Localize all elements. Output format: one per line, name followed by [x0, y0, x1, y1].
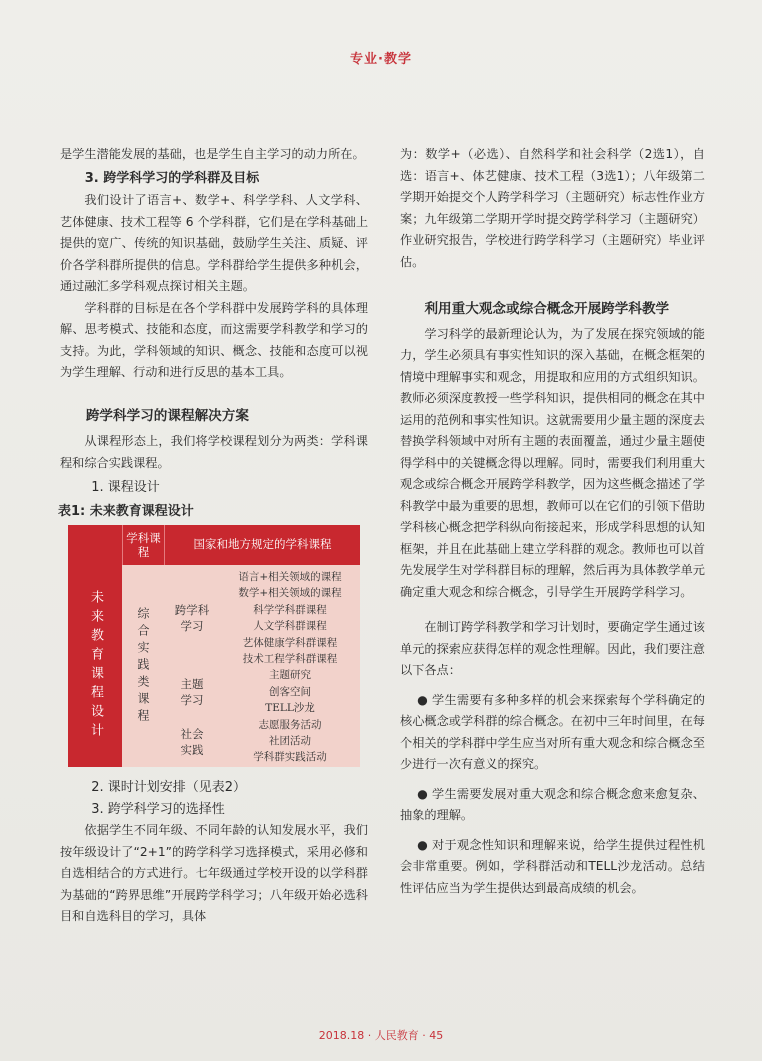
group-label: 跨学科学习	[174, 603, 210, 633]
table-item: 社团活动	[269, 734, 311, 747]
subheading-schedule: 2. 课时计划安排（见表2）	[91, 780, 246, 795]
table-item: 语言+相关领域的课程	[238, 571, 342, 583]
table-category	[122, 565, 164, 767]
bullet-item: ● 学生需要发展对重大观念和综合概念愈来愈复杂、抽象的理解。	[400, 786, 705, 822]
paragraph: 我们设计了语言+、数学+、科学学科、人文学科、艺体健康、技术工程等 6 个学科群，它们是在学科基础上提供的宽广、传统的知识基础，鼓励学生关注、质疑、评价各学科群所提供的信息。学科群给学生提供多种机会，通过融汇多学科观点探讨相关主题。	[60, 193, 369, 293]
table-group-theme	[164, 667, 220, 717]
right-column	[400, 144, 705, 899]
subheading-selectivity: 3. 跨学科学习的选择性	[91, 801, 225, 817]
table-item: 志愿服务活动	[258, 718, 322, 731]
paragraph: 学科群的目标是在各个学科群中发展跨学科的具体理解、思考模式、技能和态度，而这需要学科教学和学习的支持。为此，学科领域的知识、概念、技能和态度可以视为学生理解、行动和进行反思的基本工具。	[60, 300, 368, 379]
group-label: 主题学习	[180, 677, 204, 707]
bullet-item: ● 学生需要有多种多样的机会来探索每个学科确定的核心概念或学科群的综合概念。在初中三年时间里，在每个相关的学科群中学生应当对所有重大观念和综合概念至少进行一次有意义的探究。	[400, 692, 705, 771]
table-item: 技术工程学科群课程	[242, 652, 338, 665]
side-label-text: 未来教育课程设计	[88, 590, 103, 742]
paragraph: 在制订跨学科教学和学习计划时，要确定学生通过该单元的探索应获得怎样的观念性理解。因此，我们要注意以下各点：	[400, 620, 705, 677]
course-design-table	[68, 525, 360, 767]
continued-paragraph: 为：数学+（必选）、自然科学和社会科学（2选1），自选：语言+、体艺健康、技术工程（3选1）；八年级第二学期开始提交个人跨学科学习（主题研究）标志性作业方案；九年级第二学期开学时提交跨学科学习（主题研究）作业研究报告，学校进行跨学科学习（主题研究）毕业评估。	[400, 147, 705, 269]
group-label: 社会实践	[180, 727, 204, 757]
table-group-social	[164, 717, 220, 767]
table-item: 科学学科群课程	[253, 603, 327, 616]
subheading-3: 3. 跨学科学习的学科群及目标	[84, 170, 260, 186]
intro-paragraph: 是学生潜能发展的基础，也是学生自主学习的动力所在。	[60, 147, 365, 161]
page-footer: 2018.18 · 人民教育 · 45	[318, 1029, 444, 1042]
table-item: 学科群实践活动	[253, 751, 327, 764]
left-column	[60, 144, 368, 928]
paragraph: 从课程形态上，我们将学校课程划分为两类：学科课程和综合实践课程。	[60, 434, 368, 470]
bullet-item: ● 对于观念性知识和理解来说，给学生提供过程性机会非常重要。例如，学科群活动和TELL沙龙活动。总结性评估应当为学生提供达到最高成绩的机会。	[400, 837, 705, 895]
table-header-national: 国家和地方规定的学科课程	[164, 525, 360, 565]
section-heading: 利用重大观念或综合概念开展跨学科教学	[424, 301, 670, 317]
category-text: 综合实践类课程	[136, 606, 150, 726]
table-item: TELL沙龙	[265, 702, 315, 715]
table-item: 艺体健康学科群课程	[242, 636, 338, 649]
table-item: 数学+相关领域的课程	[238, 587, 342, 600]
table-side-label	[68, 565, 122, 767]
subheading-course-design: 1. 课程设计	[91, 480, 160, 495]
paragraph: 依据学生不同年级、不同年龄的认知发展水平，我们按年级设计了“2+1”的跨学科学习选择模式，采用必修和自选相结合的方式进行。七年级通过学校开设的以学科群为基础的“跨界思维”开展跨学科学习；八年级开始必选科目和自选科目的学习，具体	[60, 823, 368, 923]
paragraph: 学习科学的最新理论认为，为了发展在探究领域的能力，学生必须具有事实性知识的深入基础，在概念框架的情境中理解事实和观念，用提取和应用的方式组织知识。教师必须深度教授一些学科知识，提供相同的概念在其中运用的范例和事实性知识。这就需要用少量主题的深度去替换学科领域中对所有主题的表面覆盖，通过少量主题使得学科中的关键概念得以理解。同时，需要我们利用重大观念或综合概念开展跨学科教学，因为这些概念描述了学科教学中最为重要的思想，教师可以在它们的引领下借助学科核心概念把学科纵向衔接起来，形成学科思想的认知框架，并且在此基础上建立学科群的观念。教师也可以首先发展学生对学科群目标的理解，然后再为具体教学单元确定重大观念和综合概念，引导学生开展跨学科学习。	[400, 326, 705, 599]
table-group-interdisciplinary	[164, 569, 220, 667]
section-heading: 跨学科学习的课程解决方案	[85, 407, 249, 424]
table-item: 主题研究	[269, 669, 311, 682]
table-item: 人文学科群课程	[253, 620, 327, 633]
table-header-subject: 学科课程	[122, 525, 164, 565]
table-caption: 表1: 未来教育课程设计	[58, 503, 194, 519]
section-header: 专业·教学	[350, 52, 412, 67]
table-item: 创客空间	[269, 685, 311, 698]
table-corner	[68, 525, 122, 565]
table-items	[220, 569, 360, 766]
